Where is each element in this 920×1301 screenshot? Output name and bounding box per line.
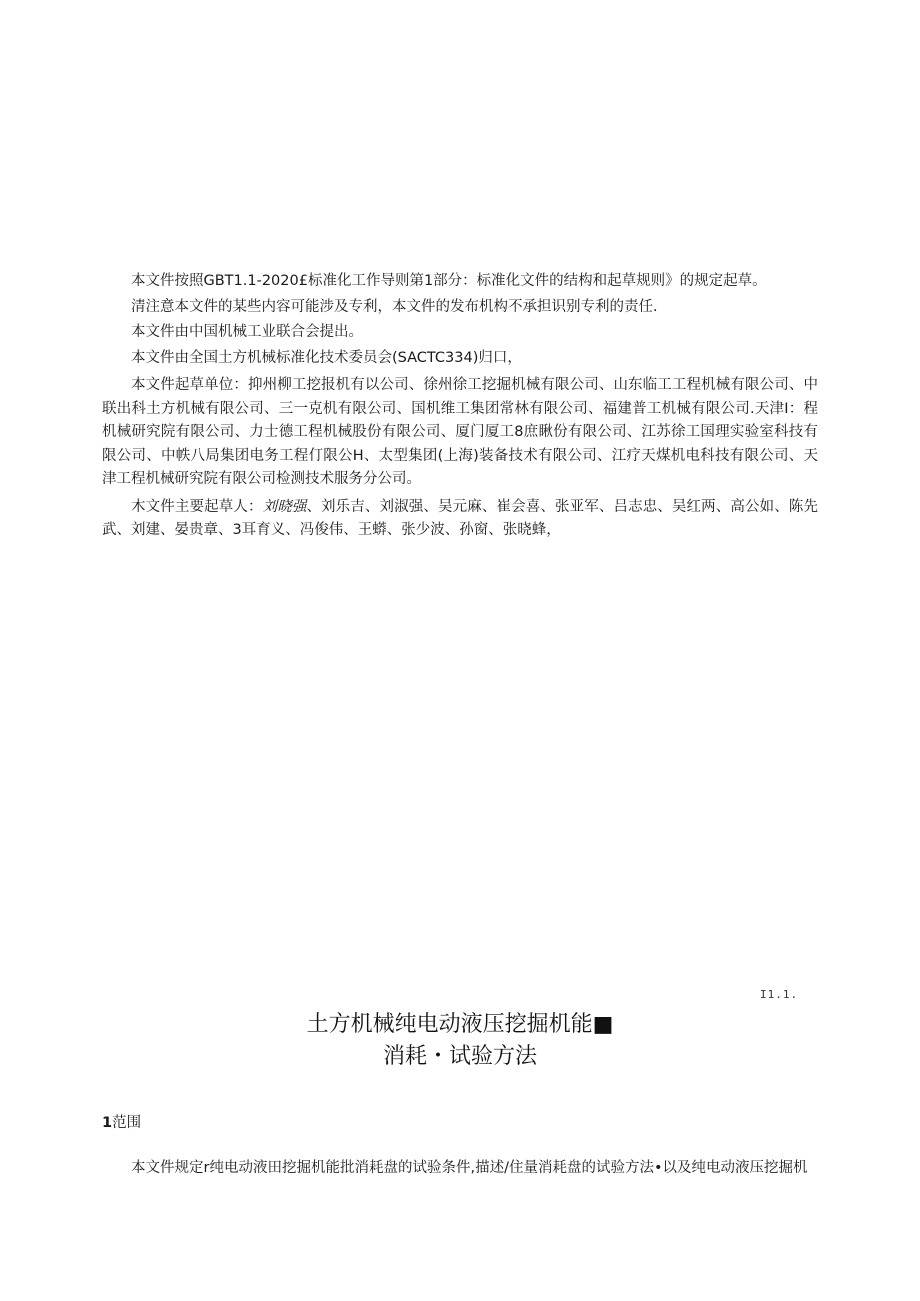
foreword-drafters — [102, 496, 818, 543]
foreword-drafting-rules: 本文件按照GBT1.1-2020£标准化工作导则第1部分：标准化文件的结构和起草规则》的规定起草。 — [131, 273, 767, 289]
document-title — [0, 1009, 920, 1073]
drafters-names: 、刘乐吉、刘淑强、吴元麻、崔会喜、张亚军、吕志忠、吴红两、高公如、陈先武、刘建、晏贵章、3耳育义、冯俊伟、王蟒、张少波、孙窗、张晓蜂， — [102, 498, 818, 538]
foreword-patent-notice: 清注意本文件的某些内容可能涉及专利，本文件的发布机构不承担识别专利的责任. — [131, 298, 658, 315]
section-1-heading — [102, 1111, 141, 1132]
foreword — [102, 270, 818, 545]
title-line-1: 土方机械纯电动液压挖掘机能■ — [306, 1012, 614, 1037]
foreword-centralized-by: 本文件由全国土方机械标准化技术委员会(SACTC334)归口， — [131, 349, 522, 366]
section-number: 1 — [102, 1115, 113, 1131]
title-line-2: 消耗・试验方法 — [382, 1044, 537, 1069]
section-1-text: 本文件规定r纯电动液田挖掘机能批消耗盘的试验条件,描述/住量消耗盘的试验方法•以及纯电动液压挖掘机 — [131, 1160, 808, 1176]
page-mark: I1.1. — [760, 988, 799, 1001]
drafters-label: 木文件主要起草人： — [131, 498, 263, 515]
foreword-drafting-units: 本文件起草单位：抑州柳工挖报机有以公司、徐州徐工挖掘机械有限公司、山东临工工程机械有限公司、中联出科土方机械有限公司、三一克机有限公司、国机维工集团常林有限公司、福建普工机械有限公司.天津I：程机械研究院有限公司、力士德工程机械股份有限公司、厦门厦工8庶瞅份有限公司、江苏徐工国理实验室科技有限公司、中帙八局集团电务工程仃限公H、太型集团(上海)装备技术有限公司、江疗天煤机电科技有限公司、天津工程机械研究院有限公司检测技术服务分公司。 — [102, 377, 818, 487]
foreword-proposed-by: 本文件由中国机械工业联合会提出。 — [131, 324, 363, 340]
drafters-first-name: 刘晓强 — [262, 498, 307, 515]
section-title: 范围 — [112, 1115, 142, 1131]
